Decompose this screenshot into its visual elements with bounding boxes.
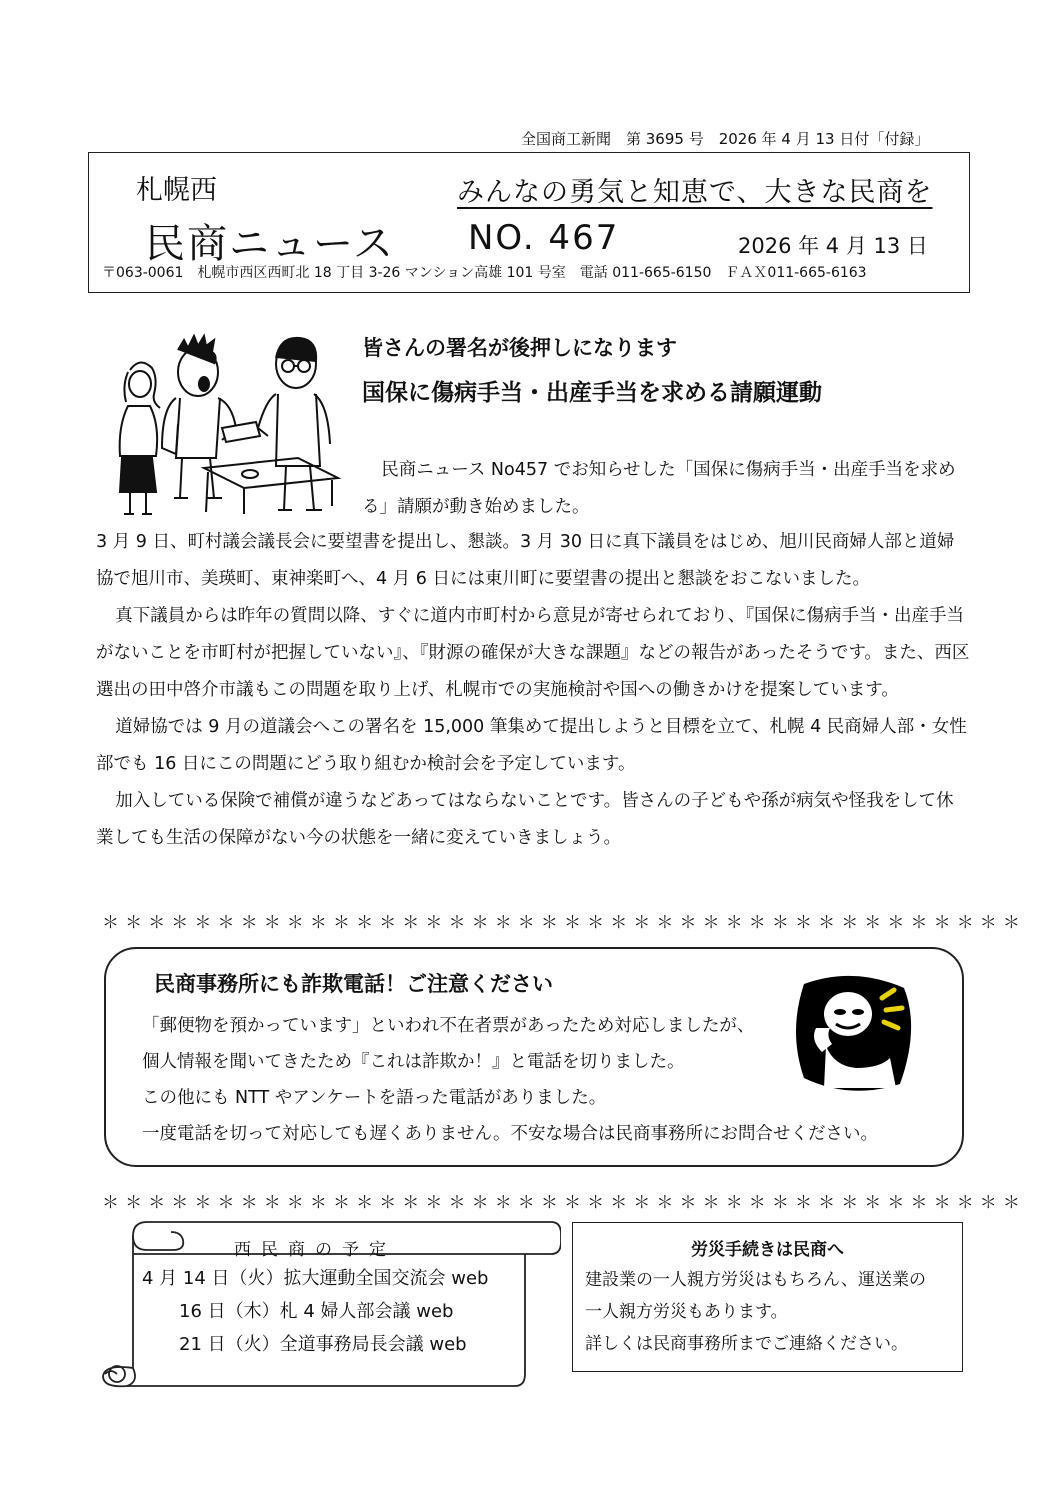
schedule-title: 西民商の予定 [234,1240,396,1260]
schedule-list [142,1262,542,1361]
schedule-item: 16 日（木）札 4 婦人部会議 web [179,1301,454,1322]
article-body [96,524,971,857]
workers-comp-line: 詳しくは民商事務所までご連絡ください。 [585,1334,908,1354]
slogan: みんなの勇気と知恵で、大きな民商を [457,177,933,208]
scam-caller-icon [786,966,922,1102]
issue-number: NO. 467 [468,218,620,258]
fraud-notice-line: 個人情報を聞いてきたため『これは詐欺か！』と電話を切りました。 [142,1052,685,1072]
asterisk-divider: ＊＊＊＊＊＊＊＊＊＊＊＊＊＊＊＊＊＊＊＊＊＊＊＊＊＊＊＊＊＊＊＊＊＊＊＊＊＊＊＊ [102,913,1026,933]
article-paragraph-1: 民商ニュース No457 でお知らせした「国保に傷病手当・出産手当を求める」請願が動き始めました。 [362,460,956,517]
fraud-notice-line: 「郵便物を預かっています」といわれ不在者票があったため対応しましたが、 [142,1016,755,1036]
fraud-notice-line: 一度電話を切って対応しても遅くありません。不安な場合は民商事務所にお問合せください。 [142,1124,879,1144]
article-subheading: 皆さんの署名が後押しになります [362,336,677,360]
supplement-note: 全国商工新聞 第 3695 号 2026 年 4 月 13 日付「付録」 [521,130,930,148]
article-paragraph-4: 道婦協では 9 月の道議会へこの署名を 15,000 筆集めて提出しようと目標を立て、札幌 4 民商婦人部・女性部でも 16 日にこの問題にどう取り組むか検討会を予定しています。 [96,717,967,774]
schedule-item: 4 月 14 日（火）拡大運動全国交流会 web [142,1268,489,1289]
workers-comp-title: 労災手続きは民商へ [691,1240,844,1260]
issue-date: 2026 年 4 月 13 日 [738,234,928,258]
workers-comp-body [585,1264,957,1360]
article-paragraph-3: 真下議員からは昨年の質問以降、すぐに道内市町村から意見が寄せられており、『国保に傷病手当・出産手当がないことを市町村が把握していない』、『財源の確保が大きな課題』などの報告があったそうです。また、西区選出の田中啓介市議もこの問題を取り上げ、札幌市での実施検討や国への働きかけを提案しています。 [96,606,970,700]
article-heading: 国保に傷病手当・出産手当を求める請願運動 [362,380,822,406]
contact-address: 〒063-0061 札幌市西区西町北 18 丁目 3-26 マンション高雄 101 号室 電話 011-665-6150 ＦＡＸ011-665-6163 [102,265,867,281]
fraud-notice-line: この他にも NTT やアンケートを語った電話がありました。 [142,1088,607,1108]
region-label: 札幌西 [136,175,217,206]
workers-comp-line: 一人親方労災もあります。 [585,1302,788,1322]
newsletter-title: 民商ニュース [145,221,395,267]
article-paragraph-2: 3 月 9 日、町村議会議長会に要望書を提出し、懇談。3 月 30 日に真下議員をはじめ、旭川民商婦人部と道婦協で旭川市、美瑛町、東神楽町へ、4 月 6 日には東川町に要望書の提出と懇談をおこないました。 [96,532,955,589]
article-paragraph-5: 加入している保険で補償が違うなどあってはならないことです。皆さんの子どもや孫が病気や怪我をして休業しても生活の保障がない今の状態を一緒に変えていきましょう。 [96,791,954,848]
petition-handover-illustration [100,328,345,520]
workers-comp-line: 建設業の一人親方労災はもちろん、運送業の [585,1270,927,1290]
fraud-notice-title: 民商事務所にも詐欺電話！ご注意ください [154,972,553,996]
asterisk-divider: ＊＊＊＊＊＊＊＊＊＊＊＊＊＊＊＊＊＊＊＊＊＊＊＊＊＊＊＊＊＊＊＊＊＊＊＊＊＊＊＊ [102,1193,1026,1213]
schedule-item: 21 日（火）全道事務局長会議 web [179,1334,467,1355]
